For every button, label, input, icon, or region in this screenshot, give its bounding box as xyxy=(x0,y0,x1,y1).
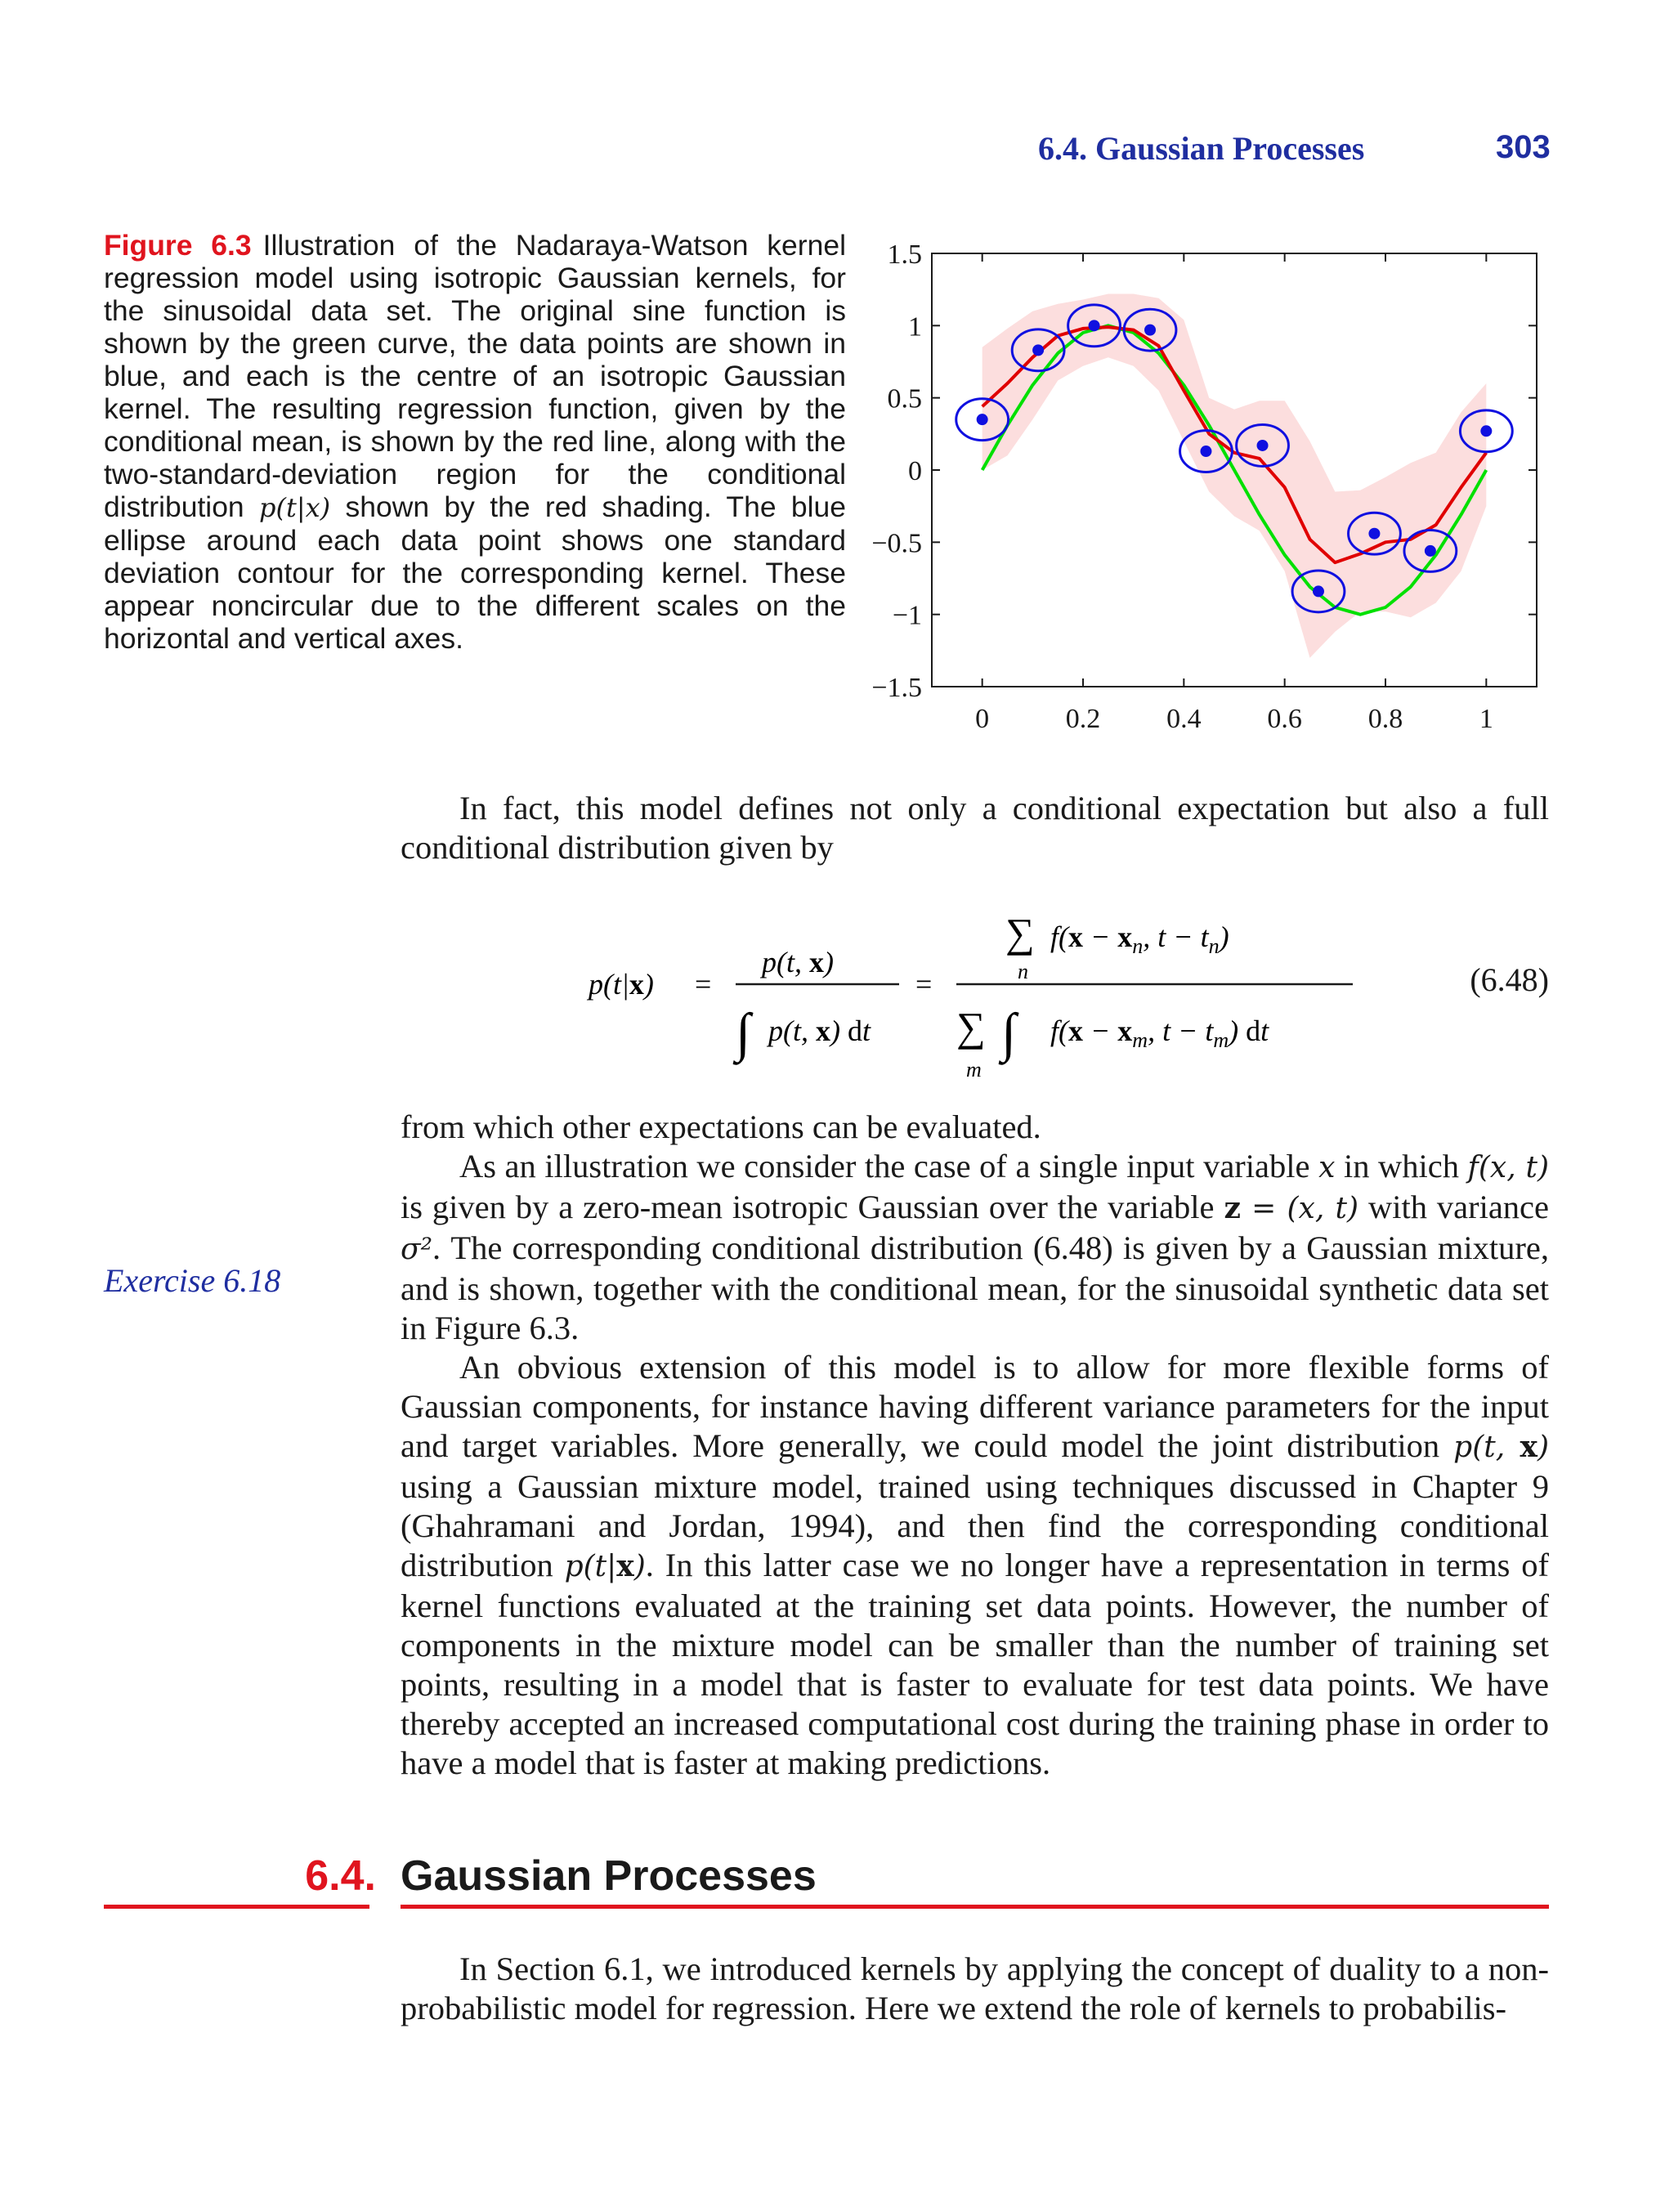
section-rule-left xyxy=(104,1905,369,1909)
eq-integral-2: ∫ xyxy=(1001,1003,1017,1063)
p3-math-pt-given-x: p(t|x) xyxy=(564,1549,646,1583)
paragraph-2: As an illustration we consider the case of a single input variable x in which f(x, t) is given by a zero-mean isotropic Gaussian over the variable z = (x, t) with variance σ². The corresponding conditional distribution (6.48) is given by a Gaussian mixture, and is shown, together with the conditional mean, for the sinusoidal synthetic data set in Figure 6.3. xyxy=(401,1148,1550,1346)
eq-num-2: $f(x - x_n$, $t - t_n$) xyxy=(1050,920,1229,958)
paragraph-1: from which other expectations can be evaluated. xyxy=(401,1108,1041,1145)
data-point xyxy=(1144,325,1156,336)
eq-equals-1: = xyxy=(695,968,712,1001)
x-tick-label: 0.4 xyxy=(1166,704,1202,734)
caption-text-2: shown by the red shading. The blue ellipse around each data point shows one standard deviation contour for the corresponding kernel. These appear noncircular due to the different scales on the horizontal and vertical axes. xyxy=(104,490,847,655)
eq-equals-2: = xyxy=(915,968,933,1001)
margin-exercise-link[interactable]: Exercise 6.18 xyxy=(104,1262,281,1299)
y-tick-label: −1.5 xyxy=(871,673,922,703)
p2-math-sigma: σ² xyxy=(401,1233,433,1266)
intro-paragraph xyxy=(401,789,1549,867)
p2-text-c: is given by a zero-mean isotropic Gaussian over the variable xyxy=(401,1189,1215,1225)
data-point xyxy=(1200,446,1211,457)
p2-text-e: . The corresponding conditional distribution (6.48) is given by a Gaussian mixture, and is shown, together with the conditional mean, for the sinusoidal synthetic data set in Figure 6.3. xyxy=(401,1229,1549,1346)
eq-sum-m: ∑ xyxy=(956,1004,986,1050)
data-point xyxy=(1313,585,1324,597)
y-tick-label: 1 xyxy=(908,311,922,343)
y-tick-label: 0 xyxy=(908,456,922,486)
p3-text-b: using a Gaussian mixture model, trained using techniques discussed in Chapter 9 (Ghahramani and Jordan, 1994), and then find the corresponding conditional distribution xyxy=(401,1468,1549,1583)
eq-den-2: $f(x - x_m$, $t - t_m$) dt xyxy=(1050,1014,1269,1052)
figure-caption xyxy=(104,229,846,655)
eq-sum-n-index: n xyxy=(1018,960,1028,983)
data-point xyxy=(1032,344,1044,356)
section-intro-text: In Section 6.1, we introduced kernels by applying the concept of duality to a non-probabilistic model for regression. Here we extend the role of kernels to probabilis- xyxy=(401,1950,1549,2026)
p2-math-z: z xyxy=(1224,1191,1241,1225)
eq-den-1: p(t, x) dt xyxy=(768,1014,871,1047)
x-tick-label: 1 xyxy=(1479,704,1493,734)
section-intro xyxy=(401,1950,1549,2028)
data-point xyxy=(1368,528,1380,540)
y-tick-label: 0.5 xyxy=(887,383,922,414)
eq-sum-n: ∑ xyxy=(1005,910,1035,956)
data-point xyxy=(1089,320,1100,331)
caption-math: p(t|x) xyxy=(259,492,331,523)
std-dev-region xyxy=(982,294,1487,658)
section-title: Gaussian Processes xyxy=(401,1852,817,1900)
paragraph-3 xyxy=(401,1348,1549,1783)
running-head: 6.4. Gaussian Processes xyxy=(1038,130,1365,167)
x-tick-label: 0 xyxy=(975,704,990,734)
section-rule-right xyxy=(401,1905,1549,1909)
p2-math-fxt: f(x, t) xyxy=(1467,1151,1550,1184)
p2-math-x: x xyxy=(1318,1151,1336,1184)
equation-6-48 xyxy=(572,887,1406,1108)
p3-math-ptx: p(t, x) xyxy=(1453,1430,1549,1464)
equation-number: (6.48) xyxy=(1470,961,1549,998)
data-point xyxy=(977,414,988,425)
section-number: 6.4. xyxy=(305,1852,376,1900)
p2-text-b: in which xyxy=(1343,1148,1459,1184)
x-tick-label: 0.2 xyxy=(1065,704,1101,734)
data-point xyxy=(1480,425,1492,437)
p3-text-a: An obvious extension of this model is to allow for more flexible forms of Gaussian components, for instance having different variance parameters for the input and target variables. More generally, we could model the joint distribution xyxy=(401,1349,1549,1464)
figure-label: Figure 6.3 xyxy=(104,229,252,262)
y-tick-label: −0.5 xyxy=(871,528,922,559)
eq-integral-1: ∫ xyxy=(736,1003,751,1063)
x-tick-label: 0.6 xyxy=(1267,704,1302,734)
x-tick-label: 0.8 xyxy=(1367,704,1403,734)
body-paragraphs xyxy=(401,1108,1549,1783)
data-point xyxy=(1257,440,1269,451)
figure-6-3-chart xyxy=(850,233,1569,748)
data-point xyxy=(1425,545,1436,557)
y-tick-label: −1 xyxy=(892,600,922,631)
page-number: 303 xyxy=(1496,129,1551,165)
p2-text-a: As an illustration we consider the case of a single input variable xyxy=(459,1148,1310,1184)
p3-text-c: . In this latter case we no longer have a representation in terms of kernel functions evaluated at the training set data points. However, the number of components in the mixture model can be smaller than the number of training set points, resulting in a model that is faster to evaluate for test data points. We have thereby accepted an increased computational cost during the training phase in order to have a model that is faster at making predictions. xyxy=(401,1547,1549,1781)
y-tick-label: 1.5 xyxy=(887,240,922,270)
eq-lhs: p(t|x) xyxy=(589,968,654,1001)
eq-sum-m-index: m xyxy=(966,1058,982,1081)
eq-num-1: p(t, x) xyxy=(762,946,834,978)
caption-text-1: Illustration of the Nadaraya-Watson kernel regression model using isotropic Gaussian kernels, for the sinusoidal data set. The original sine function is shown by the green curve, the data points are shown in blue, and each is the centre of an isotropic Gaussian kernel. The resulting regression function, given by the conditional mean, is shown by the red line, along with the two-standard-deviation region for the conditional distribution xyxy=(104,229,846,523)
intro-text: In fact, this model defines not only a conditional expectation but also a full conditional distribution given by xyxy=(401,790,1549,866)
p2-text-d: with variance xyxy=(1367,1189,1550,1225)
